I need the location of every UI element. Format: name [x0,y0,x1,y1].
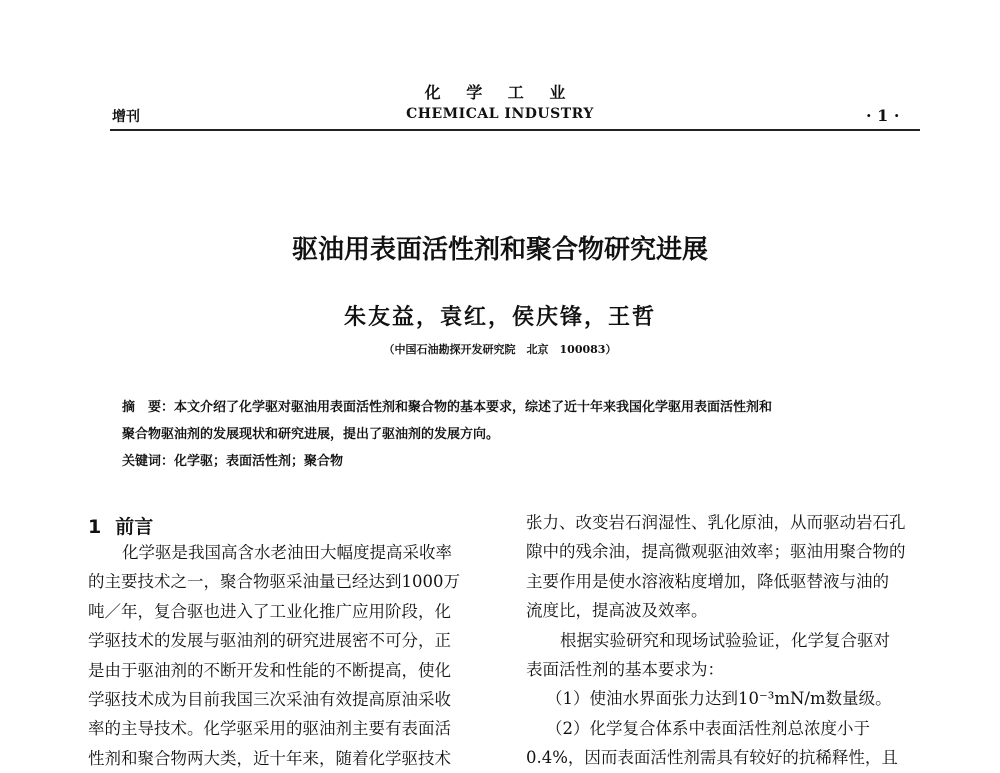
body-line: 是由于驱油剂的不断开发和性能的不断提高，使化 [88,660,451,680]
body-line: 0.4%，因而表面活性剂需具有较好的抗稀释性，且 [526,748,898,768]
section-title: 前言 [115,516,154,538]
body-line: 流度比，提高波及效率。 [526,601,708,621]
body-line: 化学驱是我国高含水老油田大幅度提高采收率 [122,543,452,562]
body-line: 表面活性剂的基本要求为： [526,660,724,680]
body-line: 学驱技术的发展与驱油剂的研究进展密不可分，正 [88,631,451,651]
body-line: 根据实验研究和现场试验验证，化学复合驱对 [560,630,890,650]
abstract-text-1: 本文介绍了化学驱对驱油用表面活性剂和聚合物的基本要求，综述了近十年来我国化学驱用表面活性剂和 [174,400,773,415]
article-title: 驱油用表面活性剂和聚合物研究进展 [291,235,708,265]
body-line: 张力、改变岩石润湿性、乳化原油，从而驱动岩石孔 [526,513,906,532]
issue-label: 增刊 [112,109,140,125]
body-column-right [526,508,906,773]
requirement-item-2: （2）化学复合体系中表面活性剂总浓度小于 [546,718,870,738]
abstract-line-1 [122,396,772,415]
abstract-label: 摘 要： [122,400,175,415]
requirement-item-1: （1）使油水界面张力达到10⁻³mN/m数量级。 [546,689,892,709]
journal-name-chinese: 化 学 工 业 [424,83,576,102]
page-number: · 1 · [866,106,900,125]
abstract-line-2: 聚合物驱油剂的发展现状和研究进展，提出了驱油剂的发展方向。 [122,427,500,442]
section-heading [88,512,153,539]
journal-name-english: CHEMICAL INDUSTRY [406,106,594,122]
section-number: 1 [88,516,102,538]
body-line: 学驱技术成为目前我国三次采油有效提高原油采收 [88,690,451,710]
header-rule [110,129,920,131]
body-line: 主要作用是使水溶液粘度增加，降低驱替液与油的 [526,571,889,591]
keywords-label: 关键词： [122,454,175,469]
keywords-text: 化学驱；表面活性剂；聚合物 [174,454,344,469]
body-line: 的主要技术之一，聚合物驱采油量已经达到1000万 [88,572,460,592]
author-affiliation: （中国石油勘探开发研究院 北京 100083） [383,343,617,356]
keywords-line [122,450,343,469]
body-line: 性剂和聚合物两大类，近十年来，随着化学驱技术 [88,748,451,768]
body-line: 率的主导技术。化学驱采用的驱油剂主要有表面活 [88,719,451,739]
body-line: 吨／年，复合驱也进入了工业化推广应用阶段，化 [88,601,451,621]
body-line: 隙中的残余油，提高微观驱油效率；驱油用聚合物的 [526,542,906,562]
body-column-left [88,538,460,773]
article-authors: 朱友益，袁红，侯庆锋，王哲 [343,304,656,330]
